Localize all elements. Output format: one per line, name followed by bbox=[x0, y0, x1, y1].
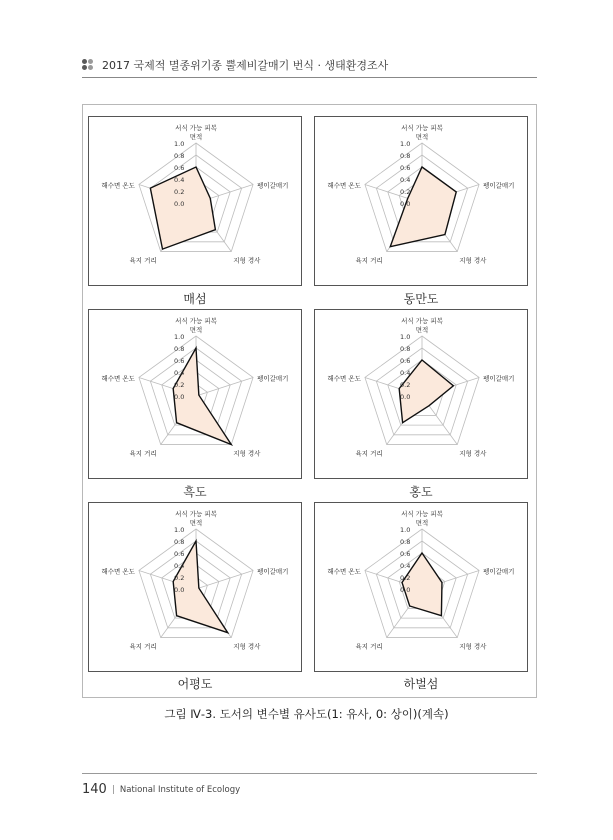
tick-label: 1.0 bbox=[400, 526, 411, 534]
axis-label: 면적 bbox=[415, 519, 429, 527]
radar-svg bbox=[89, 117, 303, 287]
tick-label: 0.0 bbox=[400, 200, 411, 208]
axis-label: 지형 경사 bbox=[459, 449, 487, 458]
tick-label: 0.6 bbox=[174, 164, 185, 172]
tick-label: 0.8 bbox=[174, 345, 185, 353]
running-header bbox=[82, 57, 537, 73]
axis-label: 해수면 온도 bbox=[327, 567, 361, 576]
header-dot bbox=[82, 59, 87, 64]
header-dot bbox=[82, 65, 87, 70]
chart-title: 매섬 bbox=[183, 292, 207, 306]
axis-label: 지형 경사 bbox=[233, 449, 261, 458]
axis-label: 육지 거리 bbox=[355, 449, 383, 458]
radar-chart-하벌섬 bbox=[314, 502, 528, 672]
axis-label: 면적 bbox=[189, 133, 203, 141]
tick-label: 0.0 bbox=[174, 586, 185, 594]
tick-label: 0.4 bbox=[174, 562, 185, 570]
axis-label: 해수면 온도 bbox=[101, 374, 135, 383]
radar-svg bbox=[315, 117, 529, 287]
axis-label: 펭이갈매기 bbox=[257, 374, 289, 383]
axis-label: 해수면 온도 bbox=[101, 567, 135, 576]
tick-label: 0.6 bbox=[400, 357, 411, 365]
header-dot bbox=[88, 59, 93, 64]
footer-separator: | bbox=[111, 784, 115, 795]
running-header-title: 2017 국제적 멸종위기종 뿔제비갈매기 번식 · 생태환경조사 bbox=[102, 59, 389, 72]
chart-title: 동만도 bbox=[403, 292, 439, 306]
tick-label: 0.4 bbox=[400, 562, 411, 570]
axis-label: 서식 가능 피복 bbox=[401, 510, 443, 518]
radar-chart-동만도 bbox=[314, 116, 528, 286]
tick-label: 0.6 bbox=[400, 550, 411, 558]
tick-label: 0.6 bbox=[174, 357, 185, 365]
axis-label: 지형 경사 bbox=[459, 256, 487, 265]
axis-label: 지형 경사 bbox=[233, 256, 261, 265]
axis-label: 펭이갈매기 bbox=[483, 181, 515, 190]
axis-label: 해수면 온도 bbox=[101, 181, 135, 190]
radar-svg bbox=[89, 310, 303, 480]
radar-svg bbox=[315, 310, 529, 480]
radar-svg bbox=[89, 503, 303, 673]
axis-label: 펭이갈매기 bbox=[483, 567, 515, 576]
tick-label: 0.2 bbox=[174, 381, 185, 389]
axis-label: 서식 가능 피복 bbox=[401, 317, 443, 325]
tick-label: 0.0 bbox=[174, 393, 185, 401]
radar-chart-어평도 bbox=[88, 502, 302, 672]
axis-label: 면적 bbox=[415, 326, 429, 334]
tick-label: 0.6 bbox=[174, 550, 185, 558]
tick-label: 0.2 bbox=[400, 381, 411, 389]
tick-label: 1.0 bbox=[174, 140, 185, 148]
tick-label: 0.2 bbox=[174, 574, 185, 582]
footer-organization: National Institute of Ecology bbox=[119, 784, 241, 795]
tick-label: 0.8 bbox=[174, 538, 185, 546]
axis-label: 육지 거리 bbox=[129, 256, 157, 265]
tick-label: 0.2 bbox=[400, 188, 411, 196]
tick-label: 0.0 bbox=[174, 200, 185, 208]
axis-label: 육지 거리 bbox=[129, 642, 157, 651]
axis-label: 서식 가능 피복 bbox=[175, 124, 217, 132]
radar-chart-매섬 bbox=[88, 116, 302, 286]
axis-label: 면적 bbox=[415, 133, 429, 141]
tick-label: 0.8 bbox=[400, 538, 411, 546]
axis-label: 면적 bbox=[189, 326, 203, 334]
axis-label: 육지 거리 bbox=[129, 449, 157, 458]
radar-svg bbox=[315, 503, 529, 673]
tick-label: 0.4 bbox=[400, 369, 411, 377]
page-number: 140 bbox=[82, 782, 107, 797]
radar-chart-흑도 bbox=[88, 309, 302, 479]
axis-label: 서식 가능 피복 bbox=[175, 317, 217, 325]
tick-label: 0.8 bbox=[400, 345, 411, 353]
tick-label: 1.0 bbox=[400, 333, 411, 341]
tick-label: 0.8 bbox=[400, 152, 411, 160]
radar-chart-홍도 bbox=[314, 309, 528, 479]
axis-label: 지형 경사 bbox=[459, 642, 487, 651]
tick-label: 0.2 bbox=[400, 574, 411, 582]
axis-label: 면적 bbox=[189, 519, 203, 527]
tick-label: 1.0 bbox=[174, 333, 185, 341]
figure-caption: 그림 Ⅳ-3. 도서의 변수별 유사도(1: 유사, 0: 상이)(계속) bbox=[164, 707, 449, 721]
page-footer bbox=[82, 782, 240, 797]
axis-label: 펭이갈매기 bbox=[257, 181, 289, 190]
tick-label: 0.6 bbox=[400, 164, 411, 172]
header-dot bbox=[88, 65, 93, 70]
tick-label: 0.0 bbox=[400, 586, 411, 594]
header-dots-icon bbox=[82, 59, 96, 71]
tick-label: 0.2 bbox=[174, 188, 185, 196]
chart-title: 홍도 bbox=[409, 485, 433, 499]
tick-label: 0.4 bbox=[174, 369, 185, 377]
axis-label: 지형 경사 bbox=[233, 642, 261, 651]
tick-label: 1.0 bbox=[400, 140, 411, 148]
chart-title: 하벌섬 bbox=[403, 677, 439, 691]
axis-label: 서식 가능 피복 bbox=[175, 510, 217, 518]
tick-label: 0.0 bbox=[400, 393, 411, 401]
axis-label: 육지 거리 bbox=[355, 256, 383, 265]
tick-label: 0.8 bbox=[174, 152, 185, 160]
footer-rule bbox=[82, 773, 537, 774]
chart-title: 어평도 bbox=[177, 677, 213, 691]
axis-label: 펭이갈매기 bbox=[483, 374, 515, 383]
axis-label: 해수면 온도 bbox=[327, 181, 361, 190]
tick-label: 1.0 bbox=[174, 526, 185, 534]
axis-label: 육지 거리 bbox=[355, 642, 383, 651]
chart-title: 흑도 bbox=[183, 485, 207, 499]
axis-label: 해수면 온도 bbox=[327, 374, 361, 383]
tick-label: 0.4 bbox=[400, 176, 411, 184]
header-rule bbox=[82, 77, 537, 78]
axis-label: 서식 가능 피복 bbox=[401, 124, 443, 132]
tick-label: 0.4 bbox=[174, 176, 185, 184]
axis-label: 펭이갈매기 bbox=[257, 567, 289, 576]
